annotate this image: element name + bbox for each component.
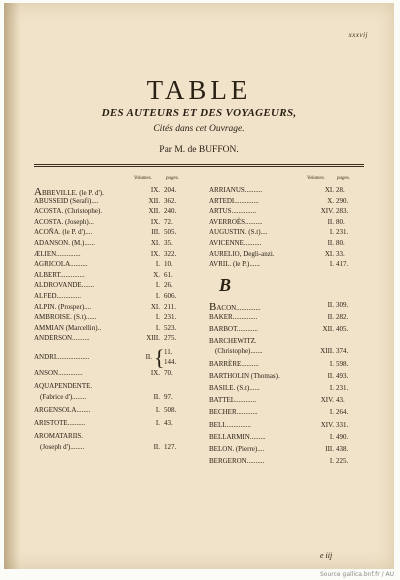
entry-volume: II. — [327, 217, 334, 226]
index-entry — [209, 337, 364, 347]
entry-name: ARISTOTE.......... — [34, 419, 86, 427]
entry-volume: XIV. — [320, 396, 334, 405]
entry-page: 493. — [336, 371, 349, 380]
entry-volume: I. — [155, 281, 160, 290]
index-entry — [34, 443, 192, 453]
entry-page: 231. — [336, 228, 349, 237]
entry-page: 322. — [164, 249, 177, 258]
entry-volume: XIII. — [146, 334, 160, 343]
entry-page: 80. — [336, 217, 345, 226]
entry-name: BELL.............. — [209, 420, 251, 429]
entry-page: 240. — [164, 207, 177, 216]
entry-name: ANSON.............. — [34, 369, 83, 377]
index-entry — [209, 347, 364, 357]
entry-name: AQUAPENDENTE. — [34, 382, 93, 390]
drop-cap: A — [34, 186, 42, 198]
entry-name: BECHER............ — [209, 408, 258, 417]
entry-name: AMMIAN (Marcellin).. — [34, 323, 102, 332]
page-subtitle-2: Cités dans cet Ouvrage. — [153, 124, 245, 134]
index-entry-andri — [34, 345, 192, 370]
entry-volume: II. — [327, 313, 334, 321]
entry-name: (Joseph d')........ — [40, 443, 85, 451]
entry-page: 405. — [336, 325, 349, 334]
index-entry — [209, 360, 364, 370]
entry-name: ANDERSON.......... — [34, 334, 90, 343]
entry-page: 72. — [164, 217, 173, 226]
entry-name: ANDRI................... — [34, 353, 90, 361]
entry-page: 505. — [164, 228, 177, 237]
entry-volume: I. — [329, 432, 334, 441]
entry-name: BAKER.............. — [209, 313, 258, 321]
entry-page: 43. — [164, 419, 173, 427]
index-entry — [209, 250, 364, 260]
entry-volume: I. — [155, 313, 160, 322]
entry-name: ÆLIEN.............. — [34, 249, 81, 258]
index-entry — [34, 334, 192, 344]
entry-name: BELON. (Pierre).... — [209, 445, 265, 453]
entry-volume: I. — [155, 260, 160, 269]
entry-page: 225. — [336, 457, 349, 466]
index-entry — [209, 408, 364, 418]
entry-name: (Christophe)....... — [215, 347, 263, 356]
entry-page: 33. — [336, 249, 345, 258]
entry-page: 508. — [164, 406, 177, 414]
entry-volume: I. — [155, 419, 160, 427]
entry-name: BELLARMIN......... — [209, 432, 266, 441]
entry-name: AROMATARIIS. — [34, 432, 84, 440]
entry-name: ABBEVILLE. (le P. d'). — [34, 186, 104, 198]
entry-volume: IX. — [150, 217, 160, 226]
entry-volume: I. — [329, 359, 334, 368]
column-header-pages: pages. — [166, 176, 179, 181]
entry-page: 211. — [164, 302, 176, 311]
entry-page: 11. — [164, 348, 173, 356]
entry-volume: XIII. — [320, 347, 334, 356]
entry-name: AUGUSTIN. (S.t).... — [209, 228, 268, 237]
index-entry — [34, 207, 192, 217]
entry-name: ACOSTA. (Christophe). — [34, 207, 103, 216]
entry-page: 10. — [164, 260, 173, 269]
entry-volume: III. — [325, 445, 334, 453]
entry-volume: I. — [329, 228, 334, 237]
entry-name: ADANSON. (M.)...... — [34, 239, 95, 247]
page-title: TABLE — [146, 75, 252, 105]
entry-name: AURELIO, Degli-anzi. — [209, 249, 275, 258]
index-entry — [209, 325, 364, 335]
entry-name: AGRICOLA.......... — [34, 260, 88, 269]
entry-name: ACOÑA. (le P. d').... — [34, 228, 93, 237]
entry-page: 523. — [164, 323, 177, 332]
entry-volume: XII. — [322, 325, 334, 334]
index-entry — [34, 186, 192, 196]
entry-name: ALDROVANDE....... — [34, 281, 94, 290]
entry-name: BATTEL............ — [209, 396, 257, 405]
index-entry — [34, 432, 192, 442]
index-entry — [34, 393, 192, 403]
index-entry — [34, 324, 192, 334]
divider-rule-top — [34, 164, 364, 165]
entry-volume: I. — [155, 406, 160, 414]
entry-volume: IX. — [150, 369, 160, 377]
entry-name: ABUSSEID (Serafi).... — [34, 196, 99, 205]
index-entry — [209, 218, 364, 228]
entry-name: AVERROÈS.......... — [209, 217, 263, 226]
entry-page: 28. — [336, 186, 345, 194]
index-entry — [34, 281, 192, 291]
index-entry — [34, 218, 192, 228]
index-entry — [209, 197, 364, 207]
index-entry — [34, 382, 192, 392]
index-entry — [34, 260, 192, 270]
entry-page: 127. — [164, 443, 177, 451]
index-entry — [209, 186, 364, 196]
entry-name: AVRIL. (le P.)...... — [209, 260, 260, 269]
entry-page: 598. — [336, 359, 349, 368]
entry-page: 43. — [336, 396, 345, 405]
page-number: xxxvij — [348, 31, 368, 39]
source-credit: Source gallica.bnf.fr / AU — [320, 571, 394, 578]
entry-name: AVICENNE.......... — [209, 239, 262, 247]
column-header-pages: pages. — [337, 176, 350, 181]
index-entry — [34, 239, 192, 249]
entry-volume: XI. — [150, 239, 160, 247]
index-entry — [209, 260, 364, 270]
index-entry — [34, 228, 192, 238]
entry-volume: II. — [153, 393, 160, 401]
index-entry — [209, 384, 364, 394]
index-entry — [209, 228, 364, 238]
entry-page: 275. — [164, 334, 177, 343]
drop-cap: B — [209, 300, 217, 313]
entry-volume: I. — [155, 292, 160, 300]
entry-volume: XII. — [148, 207, 160, 216]
entry-name: BARCHEWITZ. — [209, 337, 257, 346]
entry-page: 97. — [164, 393, 173, 401]
entry-name: ARTEDI.............. — [209, 196, 259, 205]
index-entry — [34, 292, 192, 302]
entry-page: 231. — [164, 313, 177, 322]
entry-volume: I. — [329, 408, 334, 417]
brace-mark: { — [154, 345, 165, 370]
entry-volume: I. — [329, 457, 334, 466]
entry-page: 80. — [336, 239, 345, 247]
index-entry — [34, 303, 192, 313]
entry-page: 61. — [164, 270, 173, 279]
entry-name: ALFED.............. — [34, 292, 82, 300]
entry-volume: X. — [153, 270, 160, 279]
page-subtitle: DES AUTEURS ET DES VOYAGEURS, — [101, 107, 297, 119]
entry-volume: II. — [327, 239, 334, 247]
entry-page: 204. — [164, 186, 177, 194]
entry-volume: X. — [327, 196, 334, 205]
index-entry — [34, 406, 192, 416]
entry-name: ALBERT.............. — [34, 270, 85, 279]
entry-name: ARRIANUS.......... — [209, 186, 263, 194]
signature-mark: e iij — [320, 551, 333, 560]
entry-page: 70. — [164, 369, 173, 377]
entry-page: 144. — [164, 358, 177, 366]
divider-rule-bottom — [34, 166, 364, 167]
index-entry — [209, 421, 364, 431]
book-page — [4, 3, 394, 569]
entry-volume: II. — [145, 353, 152, 361]
author-line: Par M. de BUFFON. — [159, 145, 239, 155]
entry-volume: XI. — [324, 186, 334, 194]
entry-name: BARTHOLIN (Thomas). — [209, 371, 280, 380]
entry-volume: III. — [151, 228, 160, 237]
index-entry — [34, 250, 192, 260]
index-entry — [34, 313, 192, 323]
entry-name: BARRÈRE.......... — [209, 359, 259, 368]
entry-page: 231. — [336, 384, 349, 392]
column-header-volumes: Volumes. — [307, 176, 325, 181]
index-entry — [209, 301, 364, 311]
entry-volume: II. — [327, 371, 334, 380]
entry-page: 264. — [336, 408, 349, 417]
entry-page: 282. — [336, 313, 349, 321]
index-entry — [209, 433, 364, 443]
entry-name: ACOSTA. (Joseph)... — [34, 217, 94, 226]
index-entry — [34, 197, 192, 207]
entry-page: 362. — [164, 196, 177, 205]
entry-page: 283. — [336, 207, 349, 216]
index-entry — [34, 369, 192, 379]
entry-name: BERGERON.......... — [209, 457, 265, 466]
entry-page: 490. — [336, 432, 349, 441]
entry-volume: XI. — [150, 302, 160, 311]
entry-page: 331. — [336, 420, 349, 429]
entry-page: 417. — [336, 260, 349, 269]
entry-page: 309. — [336, 300, 349, 309]
entry-name: ARTUS.............. — [209, 207, 257, 216]
entry-volume: XI. — [324, 249, 334, 258]
index-entry — [209, 457, 364, 467]
entry-name: ARGENSOLA........ — [34, 406, 91, 414]
entry-page: 290. — [336, 196, 349, 205]
index-entry — [34, 419, 192, 429]
entry-volume: I. — [329, 384, 334, 392]
entry-name: AMBROISE. (S.t)...... — [34, 313, 97, 322]
entry-name: (Fabrice d')........ — [40, 393, 87, 401]
section-letter-b: B — [219, 274, 232, 295]
entry-volume: XIV. — [320, 207, 334, 216]
entry-page: 438. — [336, 445, 349, 453]
index-entry — [209, 207, 364, 217]
entry-name: BACON.............. — [209, 300, 261, 313]
entry-volume: XIV. — [320, 420, 334, 429]
entry-page: 606. — [164, 292, 177, 300]
column-header-volumes: Volumes. — [134, 176, 152, 181]
entry-volume: II. — [327, 300, 334, 309]
entry-volume: I. — [329, 260, 334, 269]
entry-volume: IX. — [150, 249, 160, 258]
entry-name: ALPIN. (Prosper).... — [34, 302, 92, 311]
entry-volume: XII. — [148, 196, 160, 205]
entry-name: BASILE. (S.t)...... — [209, 384, 260, 392]
index-entry — [209, 445, 364, 455]
entry-volume: II. — [153, 443, 160, 451]
index-entry — [209, 313, 364, 323]
entry-volume: IX. — [150, 186, 160, 194]
entry-page: 26. — [164, 281, 173, 290]
entry-page: 35. — [164, 239, 173, 247]
index-entry — [34, 271, 192, 281]
index-entry — [209, 239, 364, 249]
entry-volume: I. — [155, 323, 160, 332]
entry-page: 374. — [336, 347, 349, 356]
index-entry — [209, 396, 364, 406]
index-entry — [209, 372, 364, 382]
entry-name: BARBOT............ — [209, 325, 258, 334]
